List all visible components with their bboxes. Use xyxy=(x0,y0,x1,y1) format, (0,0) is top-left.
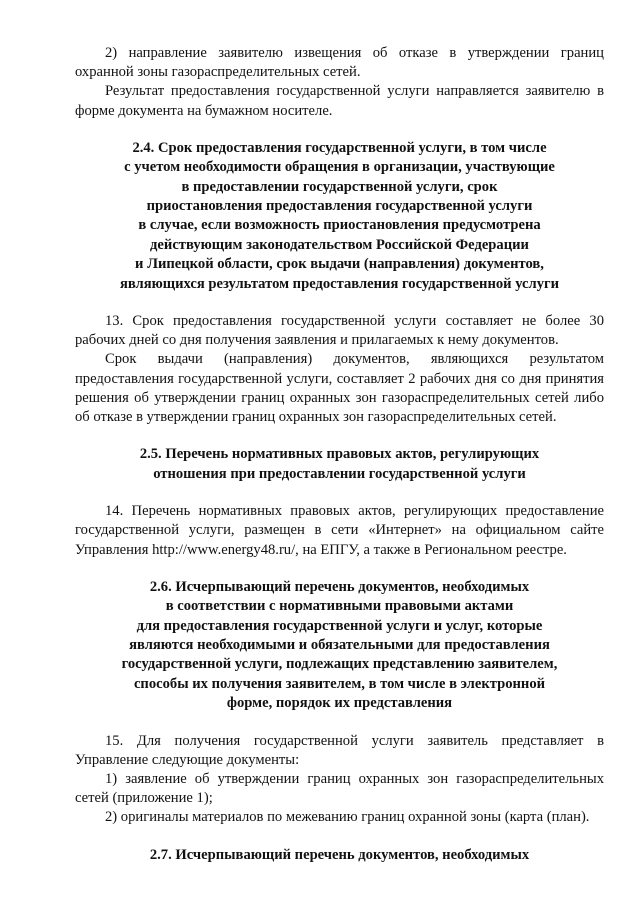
heading-line: способы их получения заявителем, в том числе в электронной xyxy=(133,675,546,692)
section-heading-2-7 xyxy=(75,846,604,865)
heading-line: 2.5. Перечень нормативных правовых актов, регулирующих xyxy=(139,446,540,463)
heading-line: отношения при предоставлении государственной услуги xyxy=(153,465,526,482)
section-heading-2-4 xyxy=(75,139,604,294)
heading-line: являющихся результатом предоставления государственной услуги xyxy=(119,275,560,292)
section-heading-2-6 xyxy=(75,578,604,714)
heading-line: с учетом необходимости обращения в организации, участвующие xyxy=(124,159,555,176)
paragraph-15-item-2: 2) оригиналы материалов по межеванию границ охранной зоны (карта (план). xyxy=(105,809,590,826)
heading-line: действующим законодательством Российской Федерации xyxy=(150,236,529,253)
heading-line: в случае, если возможность приостановления предусмотрена xyxy=(138,217,541,234)
heading-line: 2.7. Исчерпывающий перечень документов, необходимых xyxy=(149,846,530,863)
paragraph-result-form: Результат предоставления государственной услуги направляется заявителю в форме документа на бумажном носителе. xyxy=(75,83,604,119)
heading-line: в предоставлении государственной услуги, срок xyxy=(181,178,498,195)
paragraph-13: 13. Срок предоставления государственной услуги составляет не более 30 рабочих дней со дня получения заявления и прилагаемых к нему документов. xyxy=(75,313,604,349)
paragraph-15: 15. Для получения государственной услуги заявитель представляет в Управление следующие документы: xyxy=(75,732,604,768)
heading-line: для предоставления государственной услуги и услуг, которые xyxy=(136,617,543,634)
heading-line: 2.4. Срок предоставления государственной услуги, в том числе xyxy=(132,139,547,156)
section-heading-2-5 xyxy=(75,445,604,484)
heading-line: и Липецкой области, срок выдачи (направления) документов, xyxy=(135,256,544,273)
heading-line: государственной услуги, подлежащих представлению заявителем, xyxy=(121,656,558,673)
heading-line: являются необходимыми и обязательными для предоставления xyxy=(129,636,550,653)
paragraph-15-item-1: 1) заявление об утверждении границ охранных зон газораспределительных сетей (приложение 1); xyxy=(75,770,604,807)
heading-line: 2.6. Исчерпывающий перечень документов, необходимых xyxy=(149,578,530,595)
heading-line: в соответствии с нормативными правовыми актами xyxy=(165,598,514,615)
heading-line: форме, порядок их представления xyxy=(226,695,453,712)
heading-line: приостановления предоставления государственной услуги xyxy=(146,198,533,215)
paragraph-14: 14. Перечень нормативных правовых актов, регулирующих предоставление государственной услуги, размещен в сети «Интернет» на официальном сайте Управления http://www.energy48.ru/, на ЕПГУ, а также в Региональном реестре. xyxy=(75,503,604,558)
paragraph-13-issuance: Срок выдачи (направления) документов, являющихся результатом предоставления государственной услуги, составляет 2 рабочих дня со дня принятия решения об утверждении границ охранных зон газораспределительных сетей либо об отказе в утверждении границ охранных зон газораспределительных сетей. xyxy=(75,351,604,426)
paragraph-item-2: 2) направление заявителю извещения об отказе в утверждении границ охранной зоны газораспределительных сетей. xyxy=(75,45,604,81)
